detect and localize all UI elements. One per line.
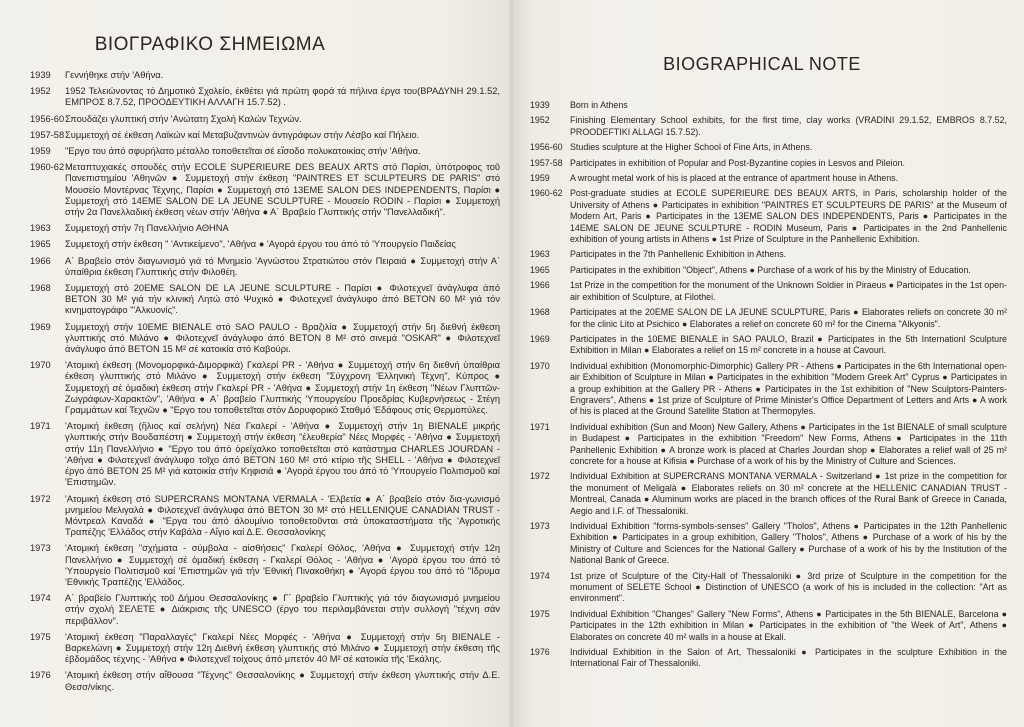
english-entry	[530, 471, 1007, 517]
entry-text: Συμμετοχή στήν έκθεση " 'Αντικείμενο", 'Αθήνα ● 'Αγορά έργου του άπό τό 'Υπουργείο Παιδείας	[65, 239, 456, 250]
entry-year: 1975	[530, 608, 550, 619]
greek-entry	[30, 86, 500, 108]
entry-year: 1969	[30, 321, 51, 332]
entry-year: 1952	[30, 86, 51, 97]
greek-entry	[30, 130, 500, 141]
entry-text: Post-graduate studies at ECOLE SUPERIEURE DES BEAUX ARTS, in Paris, scholarship holder of the University of Athens ● Participates in exhibition "PAINTRES ET SCULPTEURS DE PARIS" at the Museum of Modern Art, Paris ● Participates in the 13EME SALON DES INDEPENDENTS, Paris ● Participates in the 14EME SALON DE JEUNE SCULPTURE - RODIN Museum, Paris ● Participates in the 2nd Panhellenic exhibition of young artists in Athens ● 1st Prize of Sculpture in the Panhellenic Exhibition.	[570, 188, 1007, 245]
entry-year: 1960-62	[530, 188, 563, 199]
entry-year: 1963	[30, 223, 51, 234]
entry-year: 1970	[30, 360, 51, 371]
greek-entry	[30, 494, 500, 539]
greek-entry	[30, 256, 500, 278]
entry-text: Α΄ Βραβείο στόν διαγωνισμό γιά τό Μνημείο 'Αγνώστου Στρατιώτου στόν Πειραιά ● Συμμετοχή στήν Α΄ ὑπαίθρια έκθεση Γλυπτικής στήν Φιλοθέη.	[65, 255, 500, 277]
entry-text: Individual Exhibition "forms-symbols-senses" Gallery "Tholos", Athens ● Participates in the 12th Panhellenic Exhibition ● Participates in a group exhibition, Gallery "Tholos", Athens ● Purchase of a work of his by the Ministry of Culture and Sciences for the National Gallery ● Purchase of a work of his by the Institution of the National Bank of Greece.	[570, 521, 1007, 566]
entry-text: Συμμετοχή στό 20EME SALON DE LA JEUNE SCULPTURE - Παρίσι ● Φιλοτεχνεῖ άνάγλυφα άπό BETON 30 M² γιά τήν κλινική Λητώ στό Ψυχικό ● Φιλοτεχνεῖ άνάγλυφο άπό BETON 60 M² γιά τόν κινηματογράφο "'Αλκυονίς".	[65, 283, 500, 316]
entry-year: 1970	[530, 360, 550, 371]
entry-year: 1939	[30, 70, 51, 80]
entry-year: 1959	[530, 173, 550, 184]
entry-text: Participates in exhibition of Popular and Post-Byzantine copies in Lesvos and Pileion.	[570, 157, 905, 168]
greek-entry	[30, 360, 500, 416]
entry-text: Born in Athens	[570, 100, 628, 110]
entry-year: 1956-60	[30, 113, 65, 124]
english-page	[512, 0, 1024, 727]
entry-year: 1959	[30, 146, 51, 157]
entry-year: 1957-58	[30, 129, 65, 140]
entry-year: 1973	[30, 543, 51, 554]
entry-text: Individual Exhibition at SUPERCRANS MONTANA VERMALA - Switzerland ● 1st prize in the competition for the monument of Meligalà ● Elaborates reliefs on 30 m² concrete at the HELLENIC CANADIAN TRUST - Montreal, Canada ● Aluminum works are placed in the branch offices of the Rural Bank of Greece in Canada, Aegio and I.F. of Thessaloniki.	[570, 471, 1007, 516]
greek-entry	[30, 146, 500, 157]
greek-entry	[30, 162, 500, 218]
entry-text: Participates in the 10EME BIENALE in SAO PAULO, Brazil ● Participates in the 5th Internationl Sculpture Exhibition in Milan ● Elaborates a relief on 15 m² concrete in a house at Cavouri.	[570, 333, 1007, 356]
greek-entry	[30, 632, 500, 666]
entry-text: Individual exhibition (Sun and Moon) New Gallery, Athens ● Participates in the 1st BIENALE of small sculpture in Budapest ● Participates in the exhibition "Freedom" New Forms, Athens ● Participates in the 11th Panhellenic Exhibition ● A bronze work is placed at Charles Jourdan shop ● Elaborates a relief wall of 25 m² concrete for a house at Kifisia ● Purchase of a work of his by the Ministry of Culture and Sciences.	[570, 421, 1007, 466]
entry-year: 1976	[530, 647, 550, 658]
entry-year: 1965	[530, 264, 550, 275]
entry-text: Individual Exhibition in the Salon of Art, Thessaloniki ● Participates in the sculpture Exhibition in the International Fair of Thessaloniki.	[570, 647, 1007, 669]
english-entry	[530, 307, 1007, 330]
greek-entry-list	[30, 70, 500, 698]
greek-entry	[30, 283, 500, 317]
greek-entry	[30, 593, 500, 627]
entry-text: Finishing Elementary School exhibits, for the first time, clay works (VRADINI 29.1.52, EMBROS 8.7.52, PROODEFTIKI ALLAGI 15.7.52).	[570, 115, 1007, 137]
entry-year: 1939	[530, 100, 550, 110]
entry-year: 1956-60	[530, 142, 563, 153]
entry-text: Α΄ βραβείο Γλυπτικής τοῦ Δήμου Θεσσαλονίκης ● Γ΄ βραβείο Γλυπτικής γιά τόν διαγωνισμό μνημείου στήν σχολή ΣΕΛΕΤΕ ● Διάκρισις τῆς UNESCO (έργο του περιλαμβάνεται στήν συλλογή "τέχνη σάν περιβάλλον".	[65, 593, 500, 626]
entry-year: 1972	[530, 471, 550, 482]
entry-text: 'Ατομική έκθεση "Παραλλαγές" Γκαλερί Νέες Μορφές - 'Αθήνα ● Συμμετοχή στήν 5η BIENALE - Βαρκελώνη ● Συμμετοχή στήν 12η Διεθνή έκθεση γλυπτικής στό Μιλάνο ● Συμμετοχή στήν έκθεση τῆς ἑβδομάδος τέχνης - 'Αθήνα ● Φιλοτεχνεῖ τοίχους άπό μπετόν 40 M² σέ κατοικία τῆς 'Εκάλης.	[65, 631, 500, 665]
entry-text: 1st prize of Sculpture of the City-Hall of Thessaloniki ● 3rd prize of Sculpture in the competition for the monument of SELETE School ● Distinction of UNESCO (a work of his is included in the collection: "Art as environment".	[570, 570, 1007, 604]
entry-text: 1st Prize in the competition for the monument of the Unknown Soldier in Piraeus ● Participates in the 1st open-air exhibition of Sculpture, at Filothei.	[570, 280, 1007, 302]
greek-entry	[30, 421, 500, 488]
entry-year: 1963	[530, 249, 550, 260]
entry-year: 1968	[30, 283, 51, 294]
greek-title: ΒΙΟΓΡΑΦΙΚΟ ΣΗΜΕΙΩΜΑ	[94, 34, 326, 55]
entry-text: Σπουδάζει γλυπτική στήν 'Ανώτατη Σχολή Καλών Τεχνών.	[65, 113, 302, 124]
entry-year: 1974	[30, 593, 51, 604]
entry-text: Συμμετοχή στήν 10EME BIENALE στό SAO PAULO - Βραζιλία ● Συμμετοχή στήν 5η διεθνή έκθεση γλυπτικής στό Μιλάνο ● Φιλοτεχνεῖ άνάγλυφο άπό BETON 8 M² στό σινεμά "OSKAR" ● Φιλοτεχνεῖ άνάγλυφο άπό BETON 15 M² σέ κατοικία στό Καβούρι.	[65, 321, 500, 355]
english-entry	[530, 280, 1007, 303]
entry-text: Συμμετοχή στήν 7η Πανελλήνιο ΑΘΗΝΑ	[65, 223, 229, 234]
english-entry	[530, 188, 1007, 245]
english-entry	[530, 249, 1007, 260]
english-entry	[530, 142, 1007, 153]
english-entry	[530, 571, 1007, 605]
entry-text: 'Ατομική έκθεση στήν αἴθουσα "Τέχνης" Θεσσαλονίκης ● Συμμετοχή στήν έκθεση γλυπτικής στήν Δ.Ε. Θεσσ/νίκης.	[65, 670, 500, 692]
entry-year: 1976	[30, 670, 51, 681]
entry-year: 1975	[30, 631, 51, 642]
greek-entry	[30, 114, 500, 125]
entry-text: Γεννήθηκε στήν 'Αθήνα.	[65, 70, 164, 80]
greek-entry	[30, 543, 500, 588]
page-fold	[508, 0, 514, 727]
english-entry	[530, 334, 1007, 357]
entry-year: 1969	[530, 333, 550, 344]
entry-year: 1971	[30, 421, 51, 432]
entry-year: 1957-58	[530, 157, 563, 168]
english-entry-list	[530, 100, 1007, 674]
english-entry	[530, 265, 1007, 276]
entry-text: 1952 Τελειώνοντας τό Δημοτικό Σχολείο, έκθέτει γιά πρώτη φορά τά πήλινα έργα του(ΒΡΑΔΥΝΗ 29.1.52, ΕΜΠΡΟΣ 8.7.52, ΠΡΟΟΔΕΥΤΙΚΗ ΑΛΛΑΓΗ 15.7.52) .	[65, 86, 500, 108]
entry-text: Participates in the exhibition "Object", Athens ● Purchase of a work of his by the Ministry of Education.	[570, 264, 971, 275]
entry-text: Studies sculpture at the Higher School of Fine Arts, in Athens.	[570, 142, 813, 153]
entry-text: "Εργο του άπό σφυρήλατο μέταλλο τοποθετεῖται σέ εἴσοδο πολυκατοικίας στήν 'Αθήνα.	[65, 146, 421, 157]
entry-year: 1973	[530, 521, 550, 531]
greek-entry	[30, 70, 500, 81]
entry-text: 'Ατομική έκθεση (ἥλιος καί σελήνη) Νέα Γκαλερί - 'Αθήνα ● Συμμετοχή στήν 1η BIENALE μικρής γλυπτικής στήν Βουδαπέστη ● Συμμετοχή στήν έκθεση "έλευθερία" Νέες Μορφές - 'Αθήνα ● Συμμετοχή στήν 11η Πανελλήνιο ● "Εργο του άπό ὀρείχαλκο τοποθετεῖται στό κατάστημα CHARLES JOURDAN - 'Αθήνα ● Φιλοτεχνεῖ άνάγλυφο τοῖχο άπό BETON 160 M² στό κτίριο τῆς SHELL - 'Αθήνα ● Φιλοτεχνεῖ έργο άπό BETON 25 M² γιά κατοικία στήν Κηφισιά ● 'Αγορά έργου του άπό τό 'Υπουργείο Πολιτισμοῦ καί 'Επιστημῶν.	[65, 421, 500, 488]
entry-year: 1960-62	[30, 162, 65, 173]
entry-year: 1974	[530, 570, 550, 581]
entry-text: Συμμετοχή σέ έκθεση Λαϊκών καί Μεταβυζαντινών άντιγράφων στήν Λέσβο καί Πήλειο.	[65, 129, 420, 140]
entry-text: 'Ατομική έκθεση "σχήματα - σύμβολα - αἰσθήσεις" Γκαλερί Θόλος, 'Αθήνα ● Συμμετοχή στήν 12η Πανελλήνιο ● Συμμετοχή σέ ὁμαδική έκθεση - Γκαλερί Θόλος - 'Αθήνα ● 'Αγορά έργου του άπό τό 'Υπουργείο Πολιτισμοῦ καί 'Επιστημῶν γιά τήν 'Εθνική Πινακοθήκη ● 'Αγορά έργου του άπό τό "Ιδρυμα 'Εθνικής Τραπέζης 'Ελλάδος.	[65, 543, 500, 587]
greek-entry	[30, 239, 500, 250]
english-entry	[530, 521, 1007, 567]
entry-year: 1966	[530, 280, 550, 291]
entry-year: 1971	[530, 421, 550, 432]
entry-text: Participates at the 20EME SALON DE LA JEUNE SCULPTURE, Paris ● Elaborates reliefs on concrete 30 m² for the clinic Lito at Psichico ● Elaborates a relief on concrete 60 m² for the Cinema "Alkyonis".	[570, 307, 1007, 329]
english-entry	[530, 100, 1007, 111]
entry-year: 1966	[30, 255, 51, 266]
entry-year: 1952	[530, 115, 550, 126]
entry-text: Participates in the 7th Panhellenic Exhibition in Athens.	[570, 249, 787, 260]
english-title: BIOGRAPHICAL NOTE	[663, 54, 861, 74]
entry-year: 1972	[30, 493, 51, 504]
entry-text: Individual Exhibition "Changes" Gallery "New Forms", Athens ● Participates in the 5th BIENALE, Barcelona ● Participates in the 12th exhibition in Milan ● Participates in the exhibition of "the Week of Art", Athens ● Elaborates on concrete 40 m² walls in a house at Ekali.	[570, 608, 1007, 642]
english-entry	[530, 158, 1007, 169]
greek-entry	[30, 223, 500, 234]
entry-year: 1968	[530, 307, 550, 318]
english-entry	[530, 173, 1007, 184]
english-entry	[530, 647, 1007, 670]
greek-entry	[30, 322, 500, 356]
entry-text: Μεταπτυχιακές σπουδές στήν ECOLE SUPERIEURE DES BEAUX ARTS στό Παρίσι, ὑπότροφος τοῦ Πανεπιστημίου 'Αθηνῶν ● Συμμετοχή στήν έκθεση "PAINTRES ET SCULPTEURS DE PARIS" στό Μουσείο Μοντέρνας Τέχνης, Παρίσι ● Συμμετοχή στό 13EME SALON DES INDEPENDENTS, Παρίσι ● Συμμετοχή στό 14EME SALON DE LA JEUNE SCULPTURE - Μουσείο RODIN - Παρίσι ● Συμμετοχή στήν 2α Πανελλαδική έκθεση νέων στήν 'Αθήνα ● Α΄ Βραβείο Γλυπτικής στήν "Πανελλαδική".	[65, 162, 500, 218]
entry-year: 1965	[30, 239, 51, 250]
english-entry	[530, 422, 1007, 468]
greek-entry	[30, 670, 500, 692]
entry-text: 'Ατομική έκθεση (Μονομορφικά-Διμορφικά) Γκαλερί PR - 'Αθήνα ● Συμμετοχή στήν 6η διεθνή ὑπαίθρια έκθεση γλυπτικής στό Μιλάνο ● Συμμετοχή στήν έκθεση "Σύγχρονη 'Ελληνική Τέχνη", Κύπρος ● Συμμετοχή σέ ὁμαδική έκθεση στήν Γκαλερί PR - 'Αθήνα ● Συμμετοχή στήν 1η έκθεση "Νέων Γλυπτῶν-Ζωγράφων-Χαρακτῶν", 'Αθήνα ● Α΄ βραβείο Γλυπτικής 'Υπουργείου Προεδρίας Κυβερνήσεως - Στέγη Γραμμάτων καί Τεχνῶν ● "Εργο του τοποθετεῖται στόν Δορυφορικό Σταθμό 'Εδάφους στίς Θερμοπύλες.	[65, 360, 500, 416]
english-entry	[530, 361, 1007, 418]
entry-text: 'Ατομική έκθεση στό SUPERCRANS MONTANA VERMALA - 'Ελβετία ● Α΄ βραβείο στόν δια-γωνισμό μνημείου Μελιγαλά ● Φιλοτεχνεῖ άνάγλυφα άπό BETON 30 M² στό HELLENIQUE CANADIAN TRUST - Μόντρεαλ Καναδά ● "Εργα του άπό άλουμίνιο τοποθετοῦνται στά ὑποκαταστήματα τῆς 'Αγροτικής Τραπέζης 'Ελλάδος στήν Καβάλα - Αἴγιο καί Δ.Ε. Θεσσαλονίκης	[65, 493, 500, 538]
entry-text: A wrought metal work of his is placed at the entrance of apartment house in Athens.	[570, 173, 899, 184]
entry-text: Individual exhibition (Monomorphic-Dimorphic) Gallery PR - Athens ● Participates in the 6th International open-air Exhibition of Sculpture in Milan ● Participates in the exhibition "Modern Greek Art" Cyprus ● Participates in a group exhibition at the Gallery PR - Athens ● Participates in the 1st exhibition of "New Sculptors-Painters-Engravers", Athens ● 1st prize of Sculpture of Prime Minister's Office Department of Letters and Arts ● A work of his is placed at the Ground Satellite Station at Thermopyles.	[570, 360, 1007, 417]
english-entry	[530, 115, 1007, 138]
english-entry	[530, 609, 1007, 643]
